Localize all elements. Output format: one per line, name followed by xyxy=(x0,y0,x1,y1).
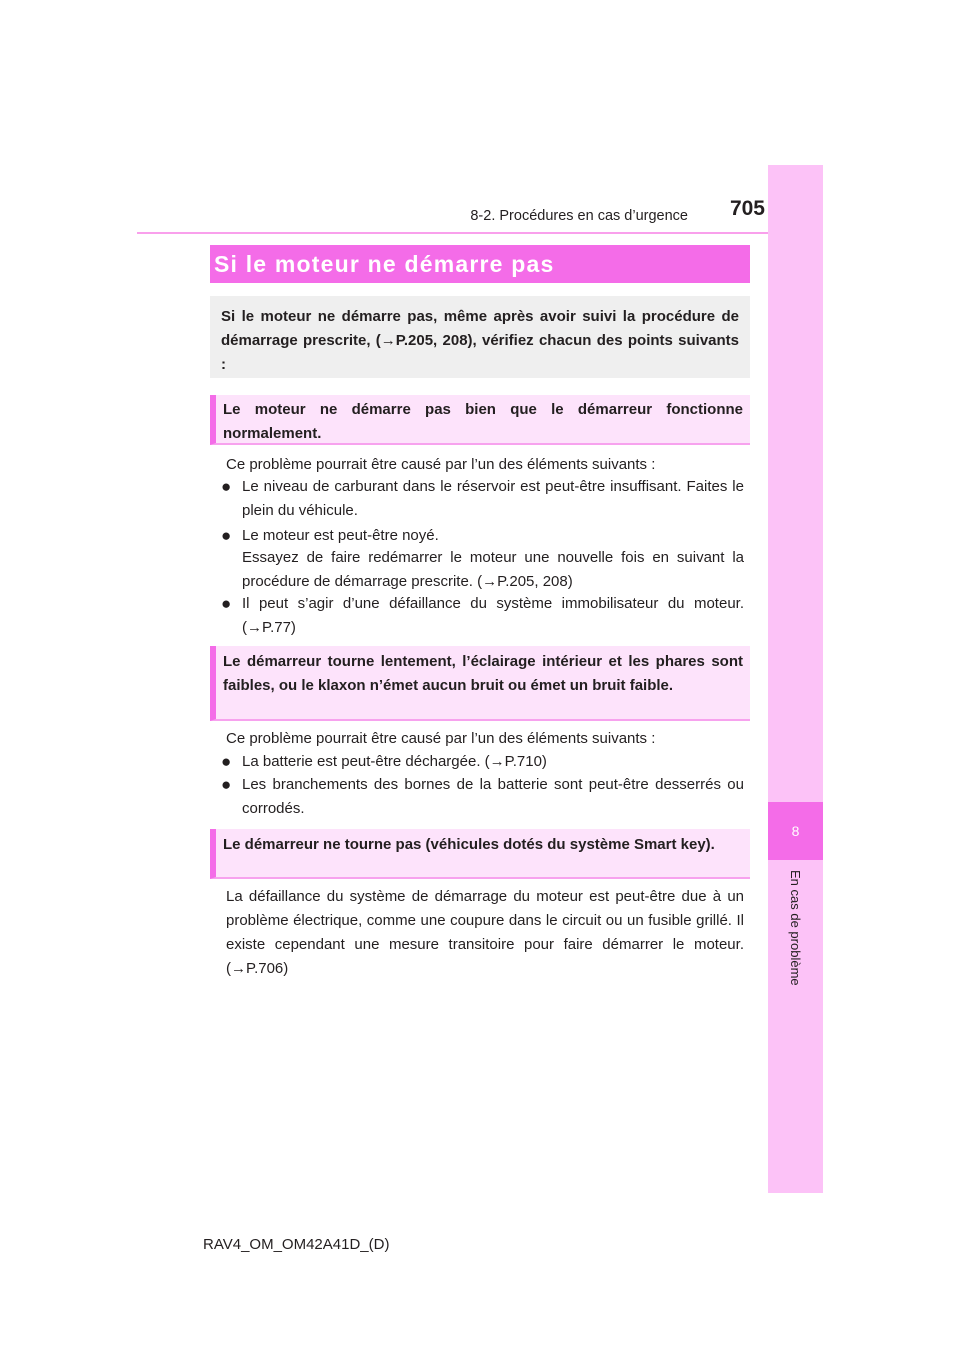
page-number: 705 xyxy=(729,197,765,220)
condition-text-3: Le démarreur ne tourne pas (véhicules dotés du système Smart key). xyxy=(223,836,715,853)
section-1-bullet-2: Le moteur est peut-être noyé. xyxy=(242,527,439,544)
section-1-lead: Ce problème pourrait être causé par l’un des éléments suivants : xyxy=(226,456,656,473)
chapter-label: En cas de problème xyxy=(788,870,803,986)
section-2-bullet-2: Les branchements des bornes de la batterie sont peut-être desserrés ou corrodés. xyxy=(242,776,744,817)
section-1-bullet-2-detail: Essayez de faire redémarrer le moteur une nouvelle fois en suivant la procédure de démarrage prescrite. (→P.205, 208) xyxy=(242,549,744,590)
document-code: RAV4_OM_OM42A41D_(D) xyxy=(203,1236,390,1253)
bullet-icon: ● xyxy=(221,477,232,496)
section-1-bullet-3: Il peut s’agir d’une défaillance du système immobilisateur du moteur. (→P.77) xyxy=(242,595,744,636)
page-title: Si le moteur ne démarre pas xyxy=(214,251,555,277)
header-divider xyxy=(137,232,823,234)
chapter-number: 8 xyxy=(791,823,800,839)
section-3-paragraph: La défaillance du système de démarrage du moteur est peut-être due à un problème électrique, comme une coupure dans le circuit ou un fusible grillé. Il existe cependant une mesure transitoire pour faire démarrer le moteur. (→P.706) xyxy=(226,888,744,977)
chapter-number-tab xyxy=(768,802,823,860)
condition-text-2: Le démarreur tourne lentement, l’éclairage intérieur et les phares sont faibles, ou le klaxon n’émet aucun bruit ou émet un bruit faible. xyxy=(223,653,743,694)
bullet-icon: ● xyxy=(221,775,232,794)
chapter-label-container xyxy=(768,870,823,1000)
bullet-icon: ● xyxy=(221,594,232,613)
header-section-title: 8-2. Procédures en cas d’urgence xyxy=(470,208,688,224)
condition-text-1: Le moteur ne démarre pas bien que le démarreur fonctionne normalement. xyxy=(223,401,743,442)
intro-text: Si le moteur ne démarre pas, même après avoir suivi la procédure de démarrage prescrite, (→P.205, 208), vérifiez chacun des points suivants : xyxy=(221,308,739,373)
bullet-icon: ● xyxy=(221,752,232,771)
bullet-icon: ● xyxy=(221,526,232,545)
section-2-bullet-1: La batterie est peut-être déchargée. (→P.710) xyxy=(242,753,547,770)
section-1-bullet-1: Le niveau de carburant dans le réservoir est peut-être insuffisant. Faites le plein du véhicule. xyxy=(242,478,744,519)
section-2-lead: Ce problème pourrait être causé par l’un des éléments suivants : xyxy=(226,730,656,747)
chapter-side-tab xyxy=(768,165,823,1193)
